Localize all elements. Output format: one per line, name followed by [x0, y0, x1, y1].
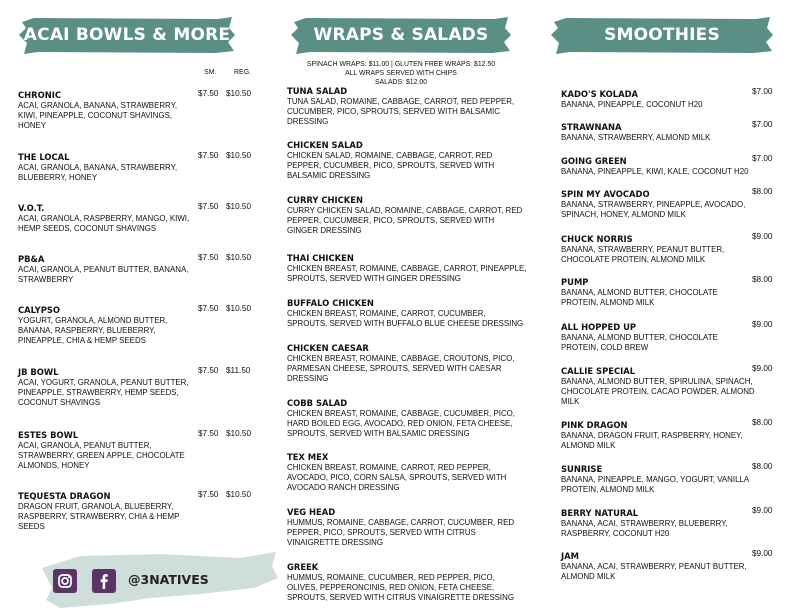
price: $8.00 [752, 187, 773, 196]
menu-item-name: ESTES BOWL [18, 430, 79, 440]
menu-item-description: BANANA, STRAWBERRY, ALMOND MILK [561, 133, 711, 142]
menu-item-name: BUFFALO CHICKEN [287, 298, 374, 308]
acai-section-banner [18, 16, 236, 54]
menu-item-description: BANANA, STRAWBERRY, PEANUT BUTTER, CHOCOLATE PROTEIN, ALMOND MILK [561, 245, 725, 264]
instagram-icon[interactable] [53, 569, 77, 593]
menu-item [287, 452, 527, 493]
menu-item [287, 343, 527, 384]
menu-item [561, 551, 757, 582]
price-regular: $10.50 [226, 151, 252, 160]
menu-item [287, 562, 527, 603]
smoothies-section-banner [550, 16, 774, 54]
menu-item-name: CALLIE SPECIAL [561, 366, 636, 376]
menu-item-name: COBB SALAD [287, 398, 348, 408]
menu-item-description: CURRY CHICKEN SALAD, ROMAINE, CABBAGE, CARROT, RED PEPPER, CUCUMBER, PICO, SPROUTS, SERVED WITH GINGER DRESSING [287, 206, 523, 235]
menu-item-description: BANANA, ALMOND BUTTER, SPIRULINA, SPINACH, CHOCOLATE PROTEIN, CACAO POWDER, ALMOND MILK [561, 377, 755, 406]
menu-item-description: BANANA, PINEAPPLE, MANGO, YOGURT, VANILLA PROTEIN, ALMOND MILK [561, 475, 749, 494]
menu-item-description: BANANA, ALMOND BUTTER, CHOCOLATE PROTEIN, COLD BREW [561, 333, 718, 352]
menu-item-name: SPIN MY AVOCADO [561, 189, 650, 199]
price: $7.00 [752, 120, 773, 129]
menu-item-name: BERRY NATURAL [561, 508, 639, 518]
menu-item-name: PB&A [18, 254, 45, 264]
price-small: $7.50 [198, 253, 219, 262]
menu-item-name: CHICKEN SALAD [287, 140, 363, 150]
price-regular: $10.50 [226, 490, 252, 499]
menu-item-description: CHICKEN BREAST, ROMAINE, CABBAGE, CARROT, PINEAPPLE, SPROUTS, SERVED WITH GINGER DRESSING [287, 264, 527, 283]
price-small: $7.50 [198, 89, 219, 98]
menu-item-description: TUNA SALAD, ROMAINE, CABBAGE, CARROT, RED PEPPER, CUCUMBER, PICO, SPROUTS, SERVED WITH BALSAMIC DRESSING [287, 97, 515, 126]
menu-item-name: GOING GREEN [561, 156, 627, 166]
menu-item-description: ACAI, GRANOLA, PEANUT BUTTER, STRAWBERRY, GREEN APPLE, CHOCOLATE ALMONDS, HONEY [18, 441, 185, 470]
menu-item-description: ACAI, YOGURT, GRANOLA, PEANUT BUTTER, PINEAPPLE, STRAWBERRY, HEMP SEEDS, COCONUT SHAVINGS [18, 378, 189, 407]
price: $9.00 [752, 320, 773, 329]
menu-item-name: CHRONIC [18, 90, 61, 100]
menu-item [561, 234, 757, 265]
price-regular: $10.50 [226, 202, 252, 211]
price: $7.00 [752, 87, 773, 96]
menu-item [287, 140, 527, 181]
price: $8.00 [752, 275, 773, 284]
price-small: $7.50 [198, 202, 219, 211]
menu-item-name: TUNA SALAD [287, 86, 348, 96]
menu-item [287, 253, 527, 284]
menu-item-name: KADO'S KOLADA [561, 89, 639, 99]
menu-item [18, 152, 196, 183]
menu-item-description: BANANA, PINEAPPLE, KIWI, KALE, COCONUT H20 [561, 167, 749, 176]
menu-item-name: VEG HEAD [287, 507, 336, 517]
wraps-section-title: WRAPS & SALADS [313, 25, 489, 45]
wraps-note-line: SALADS: $12.00 [374, 79, 428, 86]
menu-item-name: CALYPSO [18, 305, 61, 315]
size-small-header: SM. [204, 69, 217, 76]
menu-item [287, 195, 527, 236]
menu-item-description: BANANA, ACAI, STRAWBERRY, PEANUT BUTTER, ALMOND MILK [561, 562, 747, 581]
menu-item-description: BANANA, PINEAPPLE, COCONUT H20 [561, 100, 703, 109]
menu-item-name: STRAWNANA [561, 122, 622, 132]
menu-item [287, 298, 527, 329]
menu-item-description: CHICKEN SALAD, ROMAINE, CABBAGE, CARROT, RED PEPPER, CUCUMBER, PICO, SPROUTS, SERVED WITH BALSAMIC DRESSING [287, 151, 495, 180]
menu-item-description: CHICKEN BREAST, ROMAINE, CARROT, CUCUMBER, SPROUTS, SERVED WITH BUFFALO BLUE CHEESE DRESSING [287, 309, 524, 328]
acai-section-title: ACAI BOWLS & MORE [23, 25, 231, 45]
price-regular: $11.50 [226, 366, 251, 375]
price: $9.00 [752, 506, 773, 515]
menu-item [18, 430, 196, 471]
price-small: $7.50 [198, 366, 219, 375]
menu-item [561, 189, 757, 220]
menu-item-name: V.O.T. [18, 203, 45, 213]
menu-item [561, 420, 757, 451]
menu-item-description: ACAI, GRANOLA, PEANUT BUTTER, BANANA, STRAWBERRY [18, 265, 189, 284]
price-regular: $10.50 [226, 89, 252, 98]
menu-item-name: CHICKEN CAESAR [287, 343, 369, 353]
menu-item-description: YOGURT, GRANOLA, ALMOND BUTTER, BANANA, RASPBERRY, BLUEBERRY, PINEAPPLE, CHIA & HEMP SEEDS [18, 316, 168, 345]
menu-item-description: CHICKEN BREAST, ROMAINE, CABBAGE, CUCUMBER, PICO, HARD BOILED EGG, AVOCADO, RED ONION, FETA CHEESE, SPROUTS, SERVED WITH BALSAMIC DRESSING [287, 409, 515, 438]
menu-item [18, 491, 196, 532]
menu-item [561, 322, 757, 353]
menu-item [18, 305, 196, 346]
menu-item [561, 366, 757, 407]
menu-item-description: CHICKEN BREAST, ROMAINE, CARROT, RED PEPPER, AVOCADO, PICO, CORN SALSA, SPROUTS, SERVED WITH AVOCADO RANCH DRESSING [287, 463, 507, 492]
menu-item-name: PUMP [561, 277, 589, 287]
wraps-section-banner [290, 16, 512, 54]
menu-item-name: THE LOCAL [18, 152, 70, 162]
menu-item [561, 277, 757, 308]
menu-item-description: ACAI, GRANOLA, BANANA, STRAWBERRY, KIWI, PINEAPPLE, COCONUT SHAVINGS, HONEY [18, 101, 178, 130]
size-regular-header: REG. [234, 69, 252, 76]
social-handle[interactable]: @3NATIVES [128, 572, 209, 587]
price-small: $7.50 [198, 304, 219, 313]
menu-item [18, 367, 196, 408]
smoothies-section-title: SMOOTHIES [604, 25, 720, 45]
price: $9.00 [752, 364, 773, 373]
menu-item-description: ACAI, GRANOLA, BANANA, STRAWBERRY, BLUEBERRY, HONEY [18, 163, 178, 182]
menu-item [18, 254, 196, 285]
menu-item-name: GREEK [287, 562, 319, 572]
menu-item [561, 89, 757, 110]
price-regular: $10.50 [226, 253, 252, 262]
social-footer [40, 548, 280, 610]
menu-item-name: THAI CHICKEN [287, 253, 354, 263]
menu-item [287, 398, 527, 439]
menu-item-name: ALL HOPPED UP [561, 322, 637, 332]
menu-item-description: BANANA, DRAGON FRUIT, RASPBERRY, HONEY, ALMOND MILK [561, 431, 743, 450]
wraps-note-line: ALL WRAPS SERVED WITH CHIPS [345, 70, 457, 77]
menu-item-description: BANANA, ALMOND BUTTER, CHOCOLATE PROTEIN, ALMOND MILK [561, 288, 718, 307]
facebook-icon[interactable] [92, 569, 116, 593]
menu-item-description: ACAI, GRANOLA, RASPBERRY, MANGO, KIWI, HEMP SEEDS, COCONUT SHAVINGS [18, 214, 190, 233]
price-regular: $10.50 [226, 304, 252, 313]
menu-item [287, 507, 527, 548]
menu-item-name: TEQUESTA DRAGON [18, 491, 111, 501]
menu-item-name: JB BOWL [18, 367, 59, 377]
menu-item-description: BANANA, STRAWBERRY, PINEAPPLE, AVOCADO, SPINACH, HONEY, ALMOND MILK [561, 200, 746, 219]
price-small: $7.50 [198, 151, 219, 160]
menu-item-name: TEX MEX [287, 452, 329, 462]
menu-item-name: JAM [561, 551, 579, 561]
price: $8.00 [752, 462, 773, 471]
price-small: $7.50 [198, 429, 219, 438]
menu-item [561, 122, 757, 143]
price: $7.00 [752, 154, 773, 163]
menu-item-description: HUMMUS, ROMAINE, CUCUMBER, RED PEPPER, PICO, OLIVES, PEPPERONCINIS, RED ONION, FETA CHEESE, SPROUTS, SERVED WITH CITRUS VINAIGRETTE DRESSING [287, 573, 514, 602]
menu-item-name: SUNRISE [561, 464, 603, 474]
menu-item [561, 464, 757, 495]
menu-item-description: CHICKEN BREAST, ROMAINE, CABBAGE, CROUTONS, PICO, PARMESAN CHEESE, SPROUTS, SERVED WITH CAESAR DRESSING [287, 354, 515, 383]
menu-item [18, 90, 196, 131]
menu-item-description: DRAGON FRUIT, GRANOLA, BLUEBERRY, RASPBERRY, STRAWBERRY, CHIA & HEMP SEEDS [18, 502, 180, 531]
menu-item [287, 86, 527, 127]
price: $8.00 [752, 418, 773, 427]
menu-item [18, 203, 196, 234]
price: $9.00 [752, 232, 773, 241]
menu-item-description: BANANA, ACAI, STRAWBERRY, BLUEBERRY, RASPBERRY, COCONUT H20 [561, 519, 728, 538]
menu-item-name: PINK DRAGON [561, 420, 628, 430]
price-regular: $10.50 [226, 429, 252, 438]
wraps-note-line: SPINACH WRAPS: $11.00 | GLUTEN FREE WRAPS: $12.50 [306, 61, 496, 68]
menu-item [561, 156, 757, 177]
menu-item-description: HUMMUS, ROMAINE, CABBAGE, CARROT, CUCUMBER, RED PEPPER, PICO, SPROUTS, SERVED WITH CITRUS VINAIGRETTE DRESSING [287, 518, 515, 547]
menu-item [561, 508, 757, 539]
menu-item-name: CURRY CHICKEN [287, 195, 364, 205]
wraps-pricing-note [290, 60, 512, 87]
price: $9.00 [752, 549, 773, 558]
price-small: $7.50 [198, 490, 219, 499]
menu-item-name: CHUCK NORRIS [561, 234, 633, 244]
